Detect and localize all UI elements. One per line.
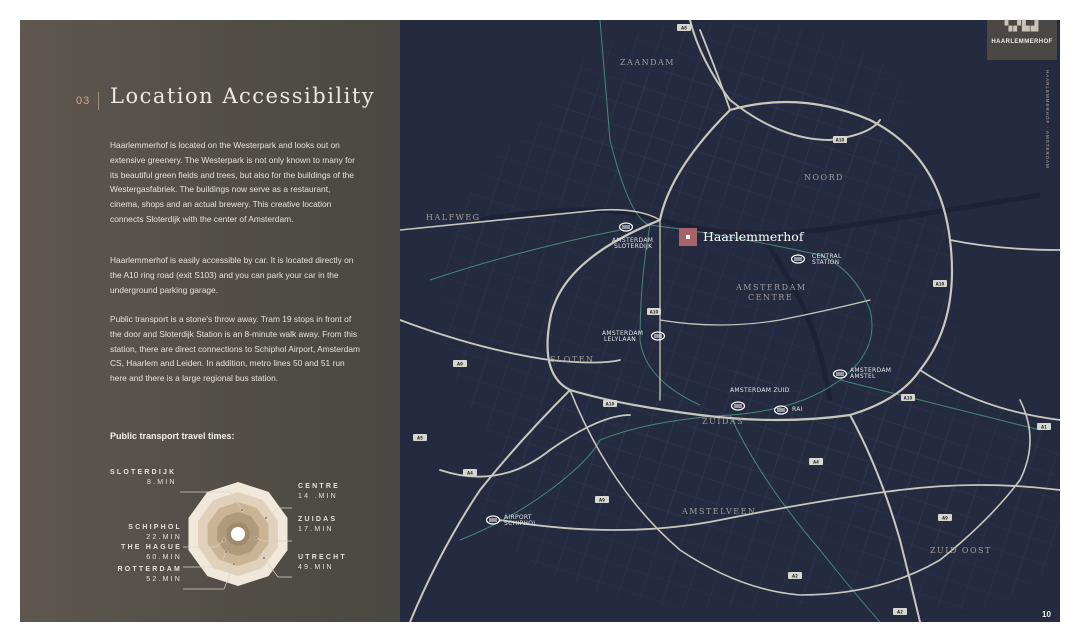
road-shield-label: A4 (813, 459, 819, 465)
travel-item-sloterdijk: SLOTERDIJK 8.MIN (110, 469, 177, 486)
label-halfweg: HALFWEG (426, 213, 481, 222)
road-shield-label: A10 (903, 395, 913, 401)
travel-times-heading: Public transport travel times: (110, 431, 235, 441)
road-shield-label: A4 (467, 470, 473, 476)
label-amstelveen: AMSTELVEEN (682, 507, 757, 516)
section-title: Location Accessibility (110, 84, 376, 108)
section-number: 03 (76, 95, 91, 107)
origin-dot (231, 527, 245, 541)
brochure-page (20, 20, 1060, 622)
label-centre: CENTRE (748, 293, 794, 302)
road-shield-label: A9 (942, 515, 948, 521)
label-zuidas: ZUIDAS (702, 417, 745, 426)
label-sloten: SLOTEN (550, 355, 595, 364)
road-shield-label: A8 (681, 25, 687, 31)
travel-time-diagram (20, 452, 400, 622)
road-shield-label: A5 (417, 435, 423, 441)
leader-dot (255, 537, 257, 539)
label-noord: NOORD (804, 173, 845, 182)
road-shield-label: A9 (599, 497, 605, 503)
road-shield-label: A1 (1041, 424, 1047, 430)
road-shield-label: A9 (457, 361, 463, 367)
intro-paragraph: Haarlemmerhof is located on the Westerpark and looks out on extensive greenery. The Westerpark is not only known to many for its beautiful green fields and trees, but also for the buildings of the Westergasfabriek. The buildings now serve as a restaurant, cinema, shops and an actual brewery. This creative location connects Sloterdijk with the center of Amsterdam. (110, 140, 355, 224)
map-canvas (400, 20, 1060, 622)
travel-item-utrecht: UTRECHT 49.MIN (298, 554, 347, 571)
station-lelylaan-line1: AMSTERDAM (602, 330, 644, 337)
leader-dot (263, 557, 265, 559)
section-divider (98, 92, 99, 110)
road-shield-label: A10 (935, 281, 945, 287)
station-rai-label: RAI (792, 406, 803, 413)
station-central-line2: STATION (812, 259, 840, 266)
travel-item-schiphol: SCHIPHOL 22.MIN (128, 524, 182, 541)
skyline-icon: ▚▞▙▟ (1004, 21, 1040, 32)
station-amstel-line1: AMSTERDAM (850, 367, 892, 374)
travel-item-zuidas: ZUIDAS 17.MIN (298, 516, 338, 533)
brand-logo (987, 20, 1057, 60)
label-zuid-oost: ZUID OOST (930, 546, 992, 555)
pin-center (686, 235, 690, 239)
road-shield-label: A10 (605, 401, 615, 407)
pin-label: Haarlemmerhof (703, 229, 804, 244)
leader-dot (233, 563, 235, 565)
car-paragraph: Haarlemmerhof is easily accessible by car. It is located directly on the A10 ring road (exit S103) and you can park your car in the underground parking garage. (110, 255, 354, 295)
travel-item-centre: CENTRE 14 .MIN (298, 483, 340, 500)
leader-dot (225, 551, 227, 553)
travel-item-rotterdam: ROTTERDAM 52.MIN (117, 566, 182, 583)
road-shield-label: A10 (835, 137, 845, 143)
station-lelylaan-line2: LELYLAAN (604, 336, 637, 343)
road-shield-label: A10 (649, 309, 659, 315)
text-panel (20, 20, 400, 622)
vertical-brand-text: HAARLEMMERHOF · AMSTERDAM (1045, 70, 1050, 169)
label-amsterdam: AMSTERDAM (736, 283, 807, 292)
leader-dot (265, 517, 267, 519)
leader-dot (241, 509, 243, 511)
station-airport-line2: SCHIPHOL (504, 520, 537, 527)
station-sloterdijk-line1: AMSTERDAM (612, 237, 654, 244)
logo-text: HAARLEMMERHOF (991, 39, 1053, 45)
city-map[interactable] (400, 20, 1060, 622)
label-zaandam: ZAANDAM (620, 58, 675, 67)
leader-dot (223, 539, 225, 541)
road-shield-label: A2 (792, 573, 798, 579)
station-zuid-label: AMSTERDAM ZUID (730, 387, 790, 394)
station-airport-line1: AIRPORT (504, 514, 532, 521)
station-amstel-line2: AMSTEL (850, 373, 876, 380)
travel-item-the-hague: THE HAGUE 60.MIN (120, 544, 182, 561)
station-sloterdijk-line2: SLOTERDIJK (614, 243, 653, 250)
station-central-line1: CENTRAL (812, 253, 842, 260)
road-shield-label: A2 (897, 609, 903, 615)
transport-paragraph: Public transport is a stone's throw away. Tram 19 stops in front of the door and Sloterdijk Station is an 8-minute walk away. From this station, there are direct connections to Schiphol Airport, Amsterdam CS, Haarlem and Leiden. In addition, metro lines 50 and 51 run here and there is a large regional bus station. (110, 314, 360, 384)
page-number: 10 (1042, 610, 1051, 619)
